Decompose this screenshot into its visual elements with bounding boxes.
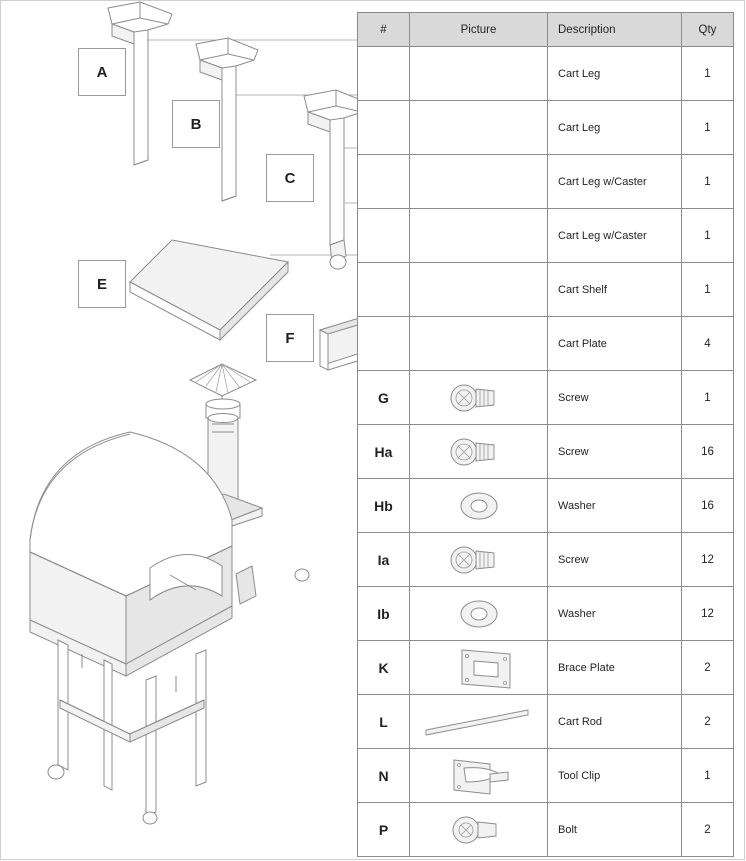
header-id: # xyxy=(358,13,410,47)
screw-icon xyxy=(424,374,534,422)
picture-wrap xyxy=(410,210,547,261)
exploded-diagram xyxy=(0,0,357,861)
cell-part-picture xyxy=(410,101,548,155)
cell-part-id xyxy=(358,317,410,371)
cell-part-qty: 1 xyxy=(682,371,734,425)
table-body xyxy=(358,47,734,857)
header-picture: Picture xyxy=(410,13,548,47)
screw-icon xyxy=(424,536,534,584)
cell-part-picture xyxy=(410,263,548,317)
callout-c xyxy=(266,154,314,202)
cell-part-picture xyxy=(410,749,548,803)
cell-part-qty: 4 xyxy=(682,317,734,371)
cell-part-picture xyxy=(410,533,548,587)
callout-b xyxy=(172,100,220,148)
picture-wrap xyxy=(410,696,547,747)
cell-part-id: P xyxy=(358,803,410,857)
header-description: Description xyxy=(548,13,682,47)
cell-part-picture xyxy=(410,371,548,425)
cell-part-id xyxy=(358,47,410,101)
callout-b-label: B xyxy=(190,115,202,133)
oven-cart-assembly xyxy=(30,364,309,824)
cell-part-picture xyxy=(410,155,548,209)
picture-wrap xyxy=(410,804,547,855)
cell-part-id: N xyxy=(358,749,410,803)
callout-e-label: E xyxy=(96,275,107,293)
cell-part-description: Screw xyxy=(548,425,682,479)
cell-part-picture xyxy=(410,47,548,101)
cell-part-qty: 1 xyxy=(682,209,734,263)
table-row xyxy=(358,749,734,803)
cell-part-picture xyxy=(410,317,548,371)
cell-part-description: Cart Plate xyxy=(548,317,682,371)
cell-part-description: Screw xyxy=(548,533,682,587)
table-row xyxy=(358,479,734,533)
table-row xyxy=(358,47,734,101)
cell-part-id xyxy=(358,155,410,209)
picture-wrap xyxy=(410,318,547,369)
screw-icon xyxy=(424,428,534,476)
table-row xyxy=(358,317,734,371)
cell-part-picture xyxy=(410,803,548,857)
picture-wrap xyxy=(410,48,547,99)
picture-wrap xyxy=(410,426,547,477)
table-row xyxy=(358,533,734,587)
part-e-cart-shelf xyxy=(130,240,288,340)
picture-wrap xyxy=(410,264,547,315)
table-row xyxy=(358,371,734,425)
cell-part-description: Bolt xyxy=(548,803,682,857)
callout-c-label: C xyxy=(284,169,296,187)
cell-part-qty: 2 xyxy=(682,641,734,695)
table-row xyxy=(358,101,734,155)
washer-icon xyxy=(424,590,534,638)
callout-f xyxy=(266,314,314,362)
cell-part-description: Tool Clip xyxy=(548,749,682,803)
picture-wrap xyxy=(410,480,547,531)
cell-part-picture xyxy=(410,587,548,641)
cell-part-id: L xyxy=(358,695,410,749)
cell-part-picture xyxy=(410,209,548,263)
callout-f-label: F xyxy=(285,329,295,347)
tool-clip-icon xyxy=(424,752,534,800)
parts-table xyxy=(357,12,734,857)
table-row xyxy=(358,425,734,479)
cell-part-picture xyxy=(410,695,548,749)
picture-wrap xyxy=(410,750,547,801)
table-row xyxy=(358,209,734,263)
cell-part-description: Washer xyxy=(548,479,682,533)
picture-wrap xyxy=(410,534,547,585)
cart-rod-icon xyxy=(424,698,534,746)
cell-part-description: Cart Leg w/Caster xyxy=(548,209,682,263)
cell-part-description: Brace Plate xyxy=(548,641,682,695)
table-row xyxy=(358,155,734,209)
cell-part-qty: 1 xyxy=(682,155,734,209)
cell-part-qty: 2 xyxy=(682,803,734,857)
picture-wrap xyxy=(410,588,547,639)
cell-part-id: Hb xyxy=(358,479,410,533)
washer-icon xyxy=(424,482,534,530)
table-row xyxy=(358,641,734,695)
cell-part-id xyxy=(358,209,410,263)
callout-a-label: A xyxy=(96,63,108,81)
callout-e xyxy=(78,260,126,308)
cell-part-qty: 1 xyxy=(682,263,734,317)
cell-part-description: Screw xyxy=(548,371,682,425)
cell-part-qty: 1 xyxy=(682,47,734,101)
cell-part-id: Ia xyxy=(358,533,410,587)
picture-wrap xyxy=(410,156,547,207)
cell-part-qty: 16 xyxy=(682,425,734,479)
brace-plate-icon xyxy=(424,644,534,692)
cell-part-picture xyxy=(410,425,548,479)
cell-part-description: Cart Leg xyxy=(548,101,682,155)
table-header-row xyxy=(358,13,734,47)
cell-part-description: Cart Leg xyxy=(548,47,682,101)
header-qty: Qty xyxy=(682,13,734,47)
cell-part-description: Cart Shelf xyxy=(548,263,682,317)
cell-part-id xyxy=(358,101,410,155)
cell-part-qty: 12 xyxy=(682,587,734,641)
cell-part-picture xyxy=(410,479,548,533)
table-row xyxy=(358,695,734,749)
cell-part-description: Washer xyxy=(548,587,682,641)
cell-part-id: K xyxy=(358,641,410,695)
cell-part-id: Ha xyxy=(358,425,410,479)
cell-part-qty: 1 xyxy=(682,749,734,803)
cell-part-qty: 1 xyxy=(682,101,734,155)
callout-a xyxy=(78,48,126,96)
cell-part-id: G xyxy=(358,371,410,425)
cell-part-id: Ib xyxy=(358,587,410,641)
part-f-cart-plate xyxy=(320,296,357,370)
cell-part-description: Cart Rod xyxy=(548,695,682,749)
cell-part-id xyxy=(358,263,410,317)
table-row xyxy=(358,803,734,857)
picture-wrap xyxy=(410,372,547,423)
table-row xyxy=(358,263,734,317)
bolt-icon xyxy=(424,806,534,854)
cell-part-picture xyxy=(410,641,548,695)
cell-part-qty: 12 xyxy=(682,533,734,587)
cell-part-description: Cart Leg w/Caster xyxy=(548,155,682,209)
cell-part-qty: 2 xyxy=(682,695,734,749)
table-row xyxy=(358,587,734,641)
cell-part-qty: 16 xyxy=(682,479,734,533)
picture-wrap xyxy=(410,102,547,153)
picture-wrap xyxy=(410,642,547,693)
